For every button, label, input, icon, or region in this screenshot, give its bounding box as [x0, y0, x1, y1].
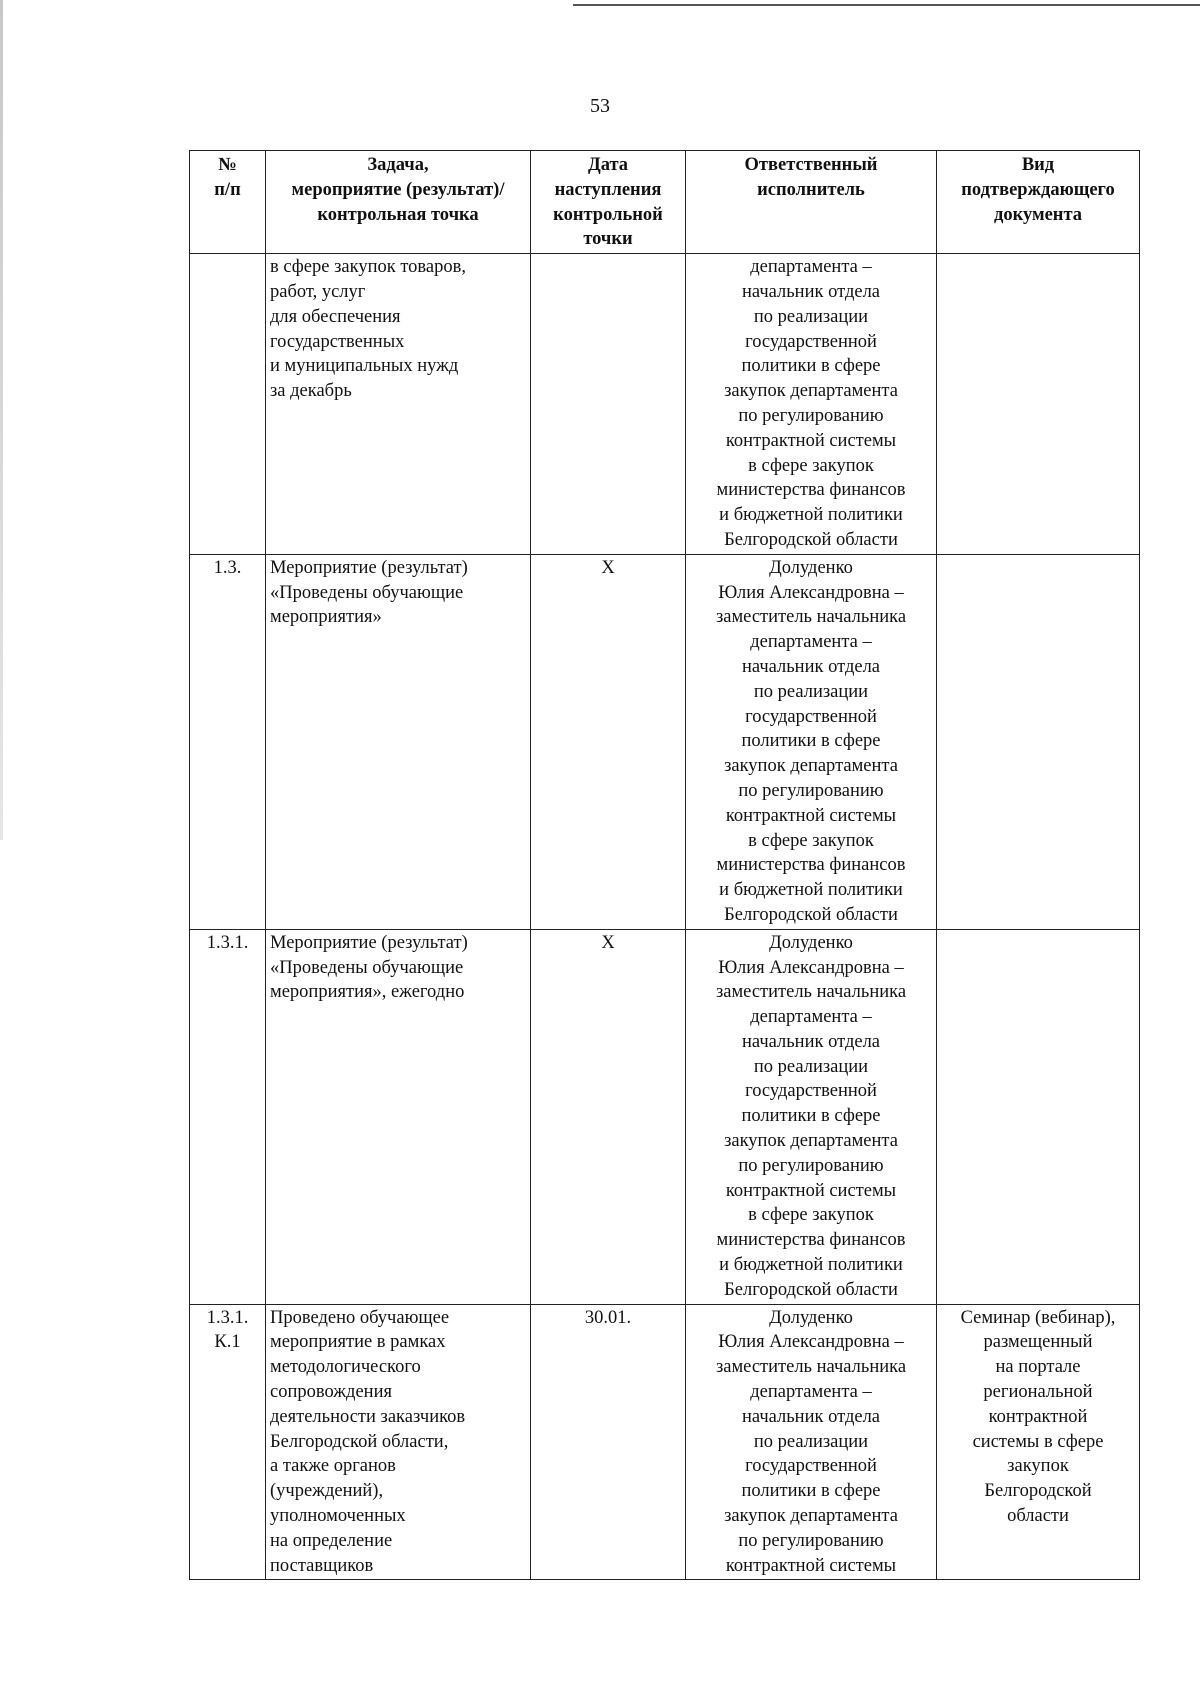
cell-line: 30.01. — [584, 1307, 632, 1328]
cell-task — [266, 254, 531, 555]
cell-line: по регулированию — [738, 780, 884, 801]
cell-line: заместитель начальника — [715, 982, 907, 1003]
cell-line: контрактной системы — [725, 430, 897, 451]
cell-line: мероприятие (результат)/ — [291, 179, 505, 200]
cell-line: по регулированию — [738, 405, 884, 426]
cell-doc-type — [937, 554, 1140, 929]
cell-line: Х — [601, 557, 615, 578]
cell-line: Юлия Александровна – — [718, 582, 904, 603]
cell-line: по реализации — [753, 306, 869, 327]
cell-line: мероприятия» — [270, 607, 382, 628]
cell-line: по реализации — [753, 1056, 869, 1077]
cell-line: департамента – — [750, 257, 872, 278]
cell-line: (учреждений), — [270, 1481, 384, 1502]
cell-line: 1.3.1. — [206, 932, 249, 953]
cell-line: закупок департамента — [724, 1131, 898, 1152]
cell-line: закупок департамента — [724, 381, 898, 402]
cell-line: системы в сфере — [972, 1431, 1104, 1452]
cell-line: начальник отдела — [741, 1406, 881, 1427]
cell-line: Белгородской области — [724, 904, 898, 925]
cell-num — [190, 254, 266, 555]
cell-line: политики в сфере — [741, 1106, 881, 1127]
cell-line: Белгородской области, — [270, 1431, 449, 1452]
cell-num — [190, 554, 266, 929]
header-task — [266, 151, 531, 254]
cell-line: сопровождения — [270, 1382, 392, 1403]
cell-line: закупок департамента — [724, 1506, 898, 1527]
cell-line: департамента – — [750, 632, 872, 653]
cell-line: и муниципальных нужд — [270, 356, 459, 377]
cell-line: для обеспечения — [270, 306, 401, 327]
cell-line: подтверждающего — [961, 179, 1115, 200]
cell-line: исполнитель — [757, 179, 865, 200]
cell-line: Долуденко — [769, 932, 853, 953]
cell-line: методологического — [270, 1357, 421, 1378]
cell-line: мероприятие в рамках — [270, 1332, 446, 1353]
cell-line: Мероприятие (результат) — [270, 557, 468, 578]
cell-line: Дата — [587, 155, 629, 175]
cell-line: № — [218, 155, 237, 175]
cell-line: в сфере закупок — [748, 455, 874, 476]
cell-task — [266, 929, 531, 1304]
cell-line: К.1 — [214, 1332, 241, 1353]
cell-line: Ответственный — [744, 155, 878, 175]
cell-line: Долуденко — [769, 557, 853, 578]
cell-line: деятельности заказчиков — [270, 1406, 466, 1427]
cell-line: контрактной системы — [725, 1555, 897, 1576]
cell-line: министерства финансов — [716, 480, 906, 501]
cell-line: политики в сфере — [741, 731, 881, 752]
cell-line: 1.3. — [213, 557, 242, 578]
cell-line: Долуденко — [769, 1307, 853, 1328]
cell-line: «Проведены обучающие — [270, 957, 464, 978]
cell-responsible — [686, 254, 937, 555]
table-row — [190, 929, 1140, 1304]
cell-line: области — [1007, 1506, 1069, 1527]
cell-line: закупок — [1007, 1456, 1069, 1477]
cell-line: точки — [583, 229, 633, 250]
cell-line: документа — [993, 204, 1083, 225]
cell-line: в сфере закупок — [748, 1205, 874, 1226]
header-date — [531, 151, 686, 254]
cell-line: и бюджетной политики — [719, 1255, 903, 1276]
cell-line: Мероприятие (результат) — [270, 932, 468, 953]
cell-line: начальник отдела — [741, 1031, 881, 1052]
cell-line: 1.3.1. — [206, 1307, 249, 1328]
cell-line: по регулированию — [738, 1155, 884, 1176]
table-header-row — [190, 151, 1140, 254]
cell-line: заместитель начальника — [715, 607, 907, 628]
cell-num — [190, 1304, 266, 1580]
cell-line: по реализации — [753, 681, 869, 702]
cell-line: Белгородской — [984, 1481, 1092, 1502]
cell-line: работ, услуг — [270, 281, 366, 302]
cell-line: размещенный — [983, 1332, 1093, 1353]
cell-line: контрактной системы — [725, 805, 897, 826]
cell-line: в сфере закупок — [748, 830, 874, 851]
cell-line: контрольная точка — [317, 204, 479, 225]
cell-num — [190, 929, 266, 1304]
cell-line: а также органов — [270, 1456, 396, 1477]
cell-line: министерства финансов — [716, 855, 906, 876]
cell-line: наступления — [554, 179, 662, 200]
cell-line: политики в сфере — [741, 1481, 881, 1502]
cell-line: Юлия Александровна – — [718, 957, 904, 978]
cell-line: закупок департамента — [724, 756, 898, 777]
cell-responsible — [686, 554, 937, 929]
cell-line: департамента – — [750, 1382, 872, 1403]
cell-line: начальник отдела — [741, 281, 881, 302]
cell-line: в сфере закупок товаров, — [270, 257, 466, 278]
cell-line: на портале — [995, 1357, 1081, 1378]
page-number: 53 — [590, 95, 610, 117]
cell-line: Семинар (вебинар), — [960, 1307, 1116, 1328]
cell-line: на определение — [270, 1530, 393, 1551]
cell-line: Белгородской области — [724, 1279, 898, 1300]
cell-line: контрольной — [553, 204, 663, 225]
cell-date — [531, 1304, 686, 1580]
cell-line: контрактной — [988, 1406, 1088, 1427]
cell-line: политики в сфере — [741, 356, 881, 377]
cell-doc-type — [937, 929, 1140, 1304]
scan-left-edge — [0, 0, 3, 840]
table-row — [190, 554, 1140, 929]
cell-line: Задача, — [367, 155, 429, 175]
table-row — [190, 1304, 1140, 1580]
cell-line: «Проведены обучающие — [270, 582, 464, 603]
scan-top-rule — [573, 4, 1200, 6]
table-row — [190, 254, 1140, 555]
cell-line: контрактной системы — [725, 1180, 897, 1201]
cell-responsible — [686, 929, 937, 1304]
cell-line: региональной — [983, 1382, 1093, 1403]
header-doc-type — [937, 151, 1140, 254]
cell-doc-type — [937, 254, 1140, 555]
cell-line: заместитель начальника — [715, 1357, 907, 1378]
cell-date — [531, 254, 686, 555]
cell-task — [266, 1304, 531, 1580]
cell-line: департамента – — [750, 1007, 872, 1028]
cell-line: Белгородской области — [724, 529, 898, 550]
cell-line: государственной — [745, 1081, 877, 1102]
cell-line: за декабрь — [270, 381, 352, 402]
cell-date — [531, 554, 686, 929]
cell-line: по реализации — [753, 1431, 869, 1452]
cell-line: Х — [601, 932, 615, 953]
cell-line: Вид — [1021, 155, 1055, 175]
cell-line: п/п — [214, 179, 241, 200]
cell-line: государственной — [745, 1456, 877, 1477]
cell-line: и бюджетной политики — [719, 880, 903, 901]
cell-line: Юлия Александровна – — [718, 1332, 904, 1353]
cell-line: начальник отдела — [741, 656, 881, 677]
plan-table — [189, 150, 1140, 1580]
cell-responsible — [686, 1304, 937, 1580]
cell-line: уполномоченных — [270, 1506, 406, 1527]
cell-task — [266, 554, 531, 929]
cell-line: Проведено обучающее — [270, 1307, 450, 1328]
cell-line: министерства финансов — [716, 1230, 906, 1251]
cell-line: и бюджетной политики — [719, 505, 903, 526]
cell-line: мероприятия», ежегодно — [270, 982, 465, 1003]
cell-line: поставщиков — [270, 1555, 374, 1576]
cell-line: государственной — [745, 706, 877, 727]
cell-doc-type — [937, 1304, 1140, 1580]
header-num — [190, 151, 266, 254]
cell-line: по регулированию — [738, 1530, 884, 1551]
cell-line: государственных — [270, 331, 405, 352]
cell-line: государственной — [745, 331, 877, 352]
header-responsible — [686, 151, 937, 254]
cell-date — [531, 929, 686, 1304]
